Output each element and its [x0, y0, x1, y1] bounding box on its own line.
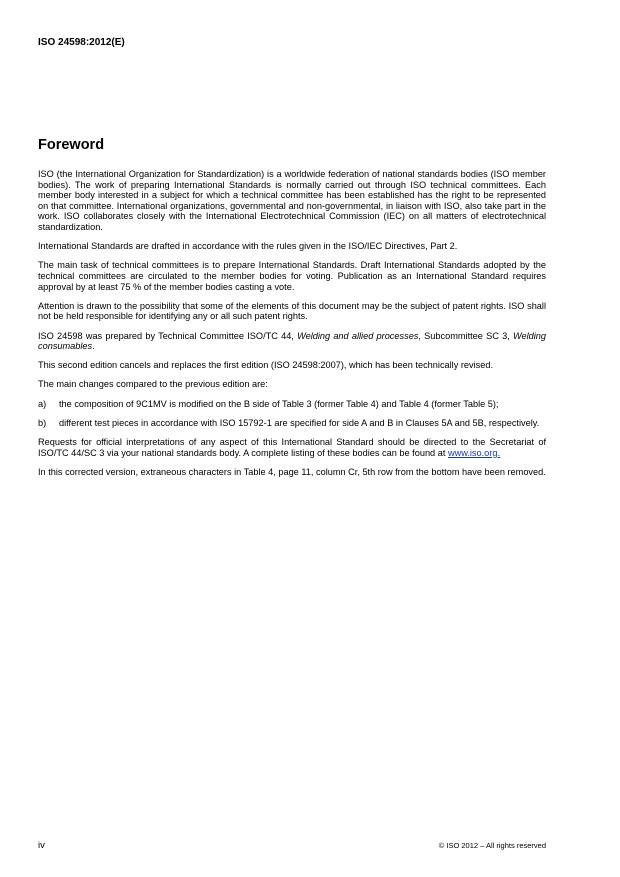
document-id-header: ISO 24598:2012(E)	[38, 37, 125, 48]
subcommittee-title: Welding consumables	[38, 330, 546, 352]
list-marker: a)	[38, 398, 47, 409]
copyright-notice: © ISO 2012 – All rights reserved	[438, 841, 546, 850]
list-item-text: the composition of 9C1MV is modified on the B side of Table 3 (former Table 4) and Table 4 (former Table 5);	[59, 398, 499, 409]
committee-title: Welding and allied processes	[297, 330, 419, 341]
prepared-by-text-3: .	[92, 341, 95, 352]
interpretations-text: Requests for official interpretations of any aspect of this International Standard should be directed to the Secretariat of ISO/TC 44/SC 3 via your national standards body. A complete listing of these bodies can be found at	[38, 437, 546, 458]
list-item	[38, 418, 546, 429]
paragraph-iso-overview: ISO (the International Organization for Standardization) is a worldwide federation of national standards bodies (ISO member bodies). The work of preparing International Standards is normally carried out through ISO technical committees. Each member body interested in a subject for which a technical committee has been established has the right to be represented on that committee. International organizations, governmental and non-governmental, in liaison with ISO, also take part in the work. ISO collaborates closely with the International Electrotechnical Commission (IEC) on all matters of electrotechnical standardization.	[38, 169, 546, 232]
paragraph-committees-task: The main task of technical committees is to prepare International Standards. Draft International Standards adopted by the technical committees are circulated to the member bodies for voting. Publication as an International Standard requires approval by at least 75 % of the member bodies casting a vote.	[38, 260, 546, 292]
paragraph-correction-note: In this corrected version, extraneous characters in Table 4, page 11, column Cr, 5th row from the bottom have been removed.	[38, 466, 546, 477]
prepared-by-text-1: ISO 24598 was prepared by Technical Committee ISO/TC 44,	[38, 330, 298, 341]
section-title: Foreword	[38, 137, 105, 153]
list-item	[38, 399, 546, 410]
paragraph-interpretations	[38, 437, 546, 458]
paragraph-directives: International Standards are drafted in accordance with the rules given in the ISO/IEC Directives, Part 2.	[38, 241, 458, 252]
list-marker: b)	[38, 417, 47, 428]
prepared-by-text-2: , Subcommittee SC 3,	[418, 330, 513, 341]
list-item-text: different test pieces in accordance with ISO 15792-1 are specified for side A and B in Clauses 5A and 5B, respectively.	[59, 417, 540, 428]
foreword-body	[38, 169, 546, 486]
paragraph-edition: This second edition cancels and replaces the first edition (ISO 24598:2007), which has been technically revised.	[38, 360, 494, 371]
iso-website-link[interactable]: www.iso.org.	[447, 447, 501, 458]
paragraph-changes-intro: The main changes compared to the previous edition are:	[38, 379, 268, 390]
page-number: iv	[38, 840, 45, 851]
paragraph-prepared-by	[38, 331, 546, 352]
paragraph-patent-rights: Attention is drawn to the possibility that some of the elements of this document may be the subject of patent rights. ISO shall not be held responsible for identifying any or all such patent rights.	[38, 300, 546, 322]
